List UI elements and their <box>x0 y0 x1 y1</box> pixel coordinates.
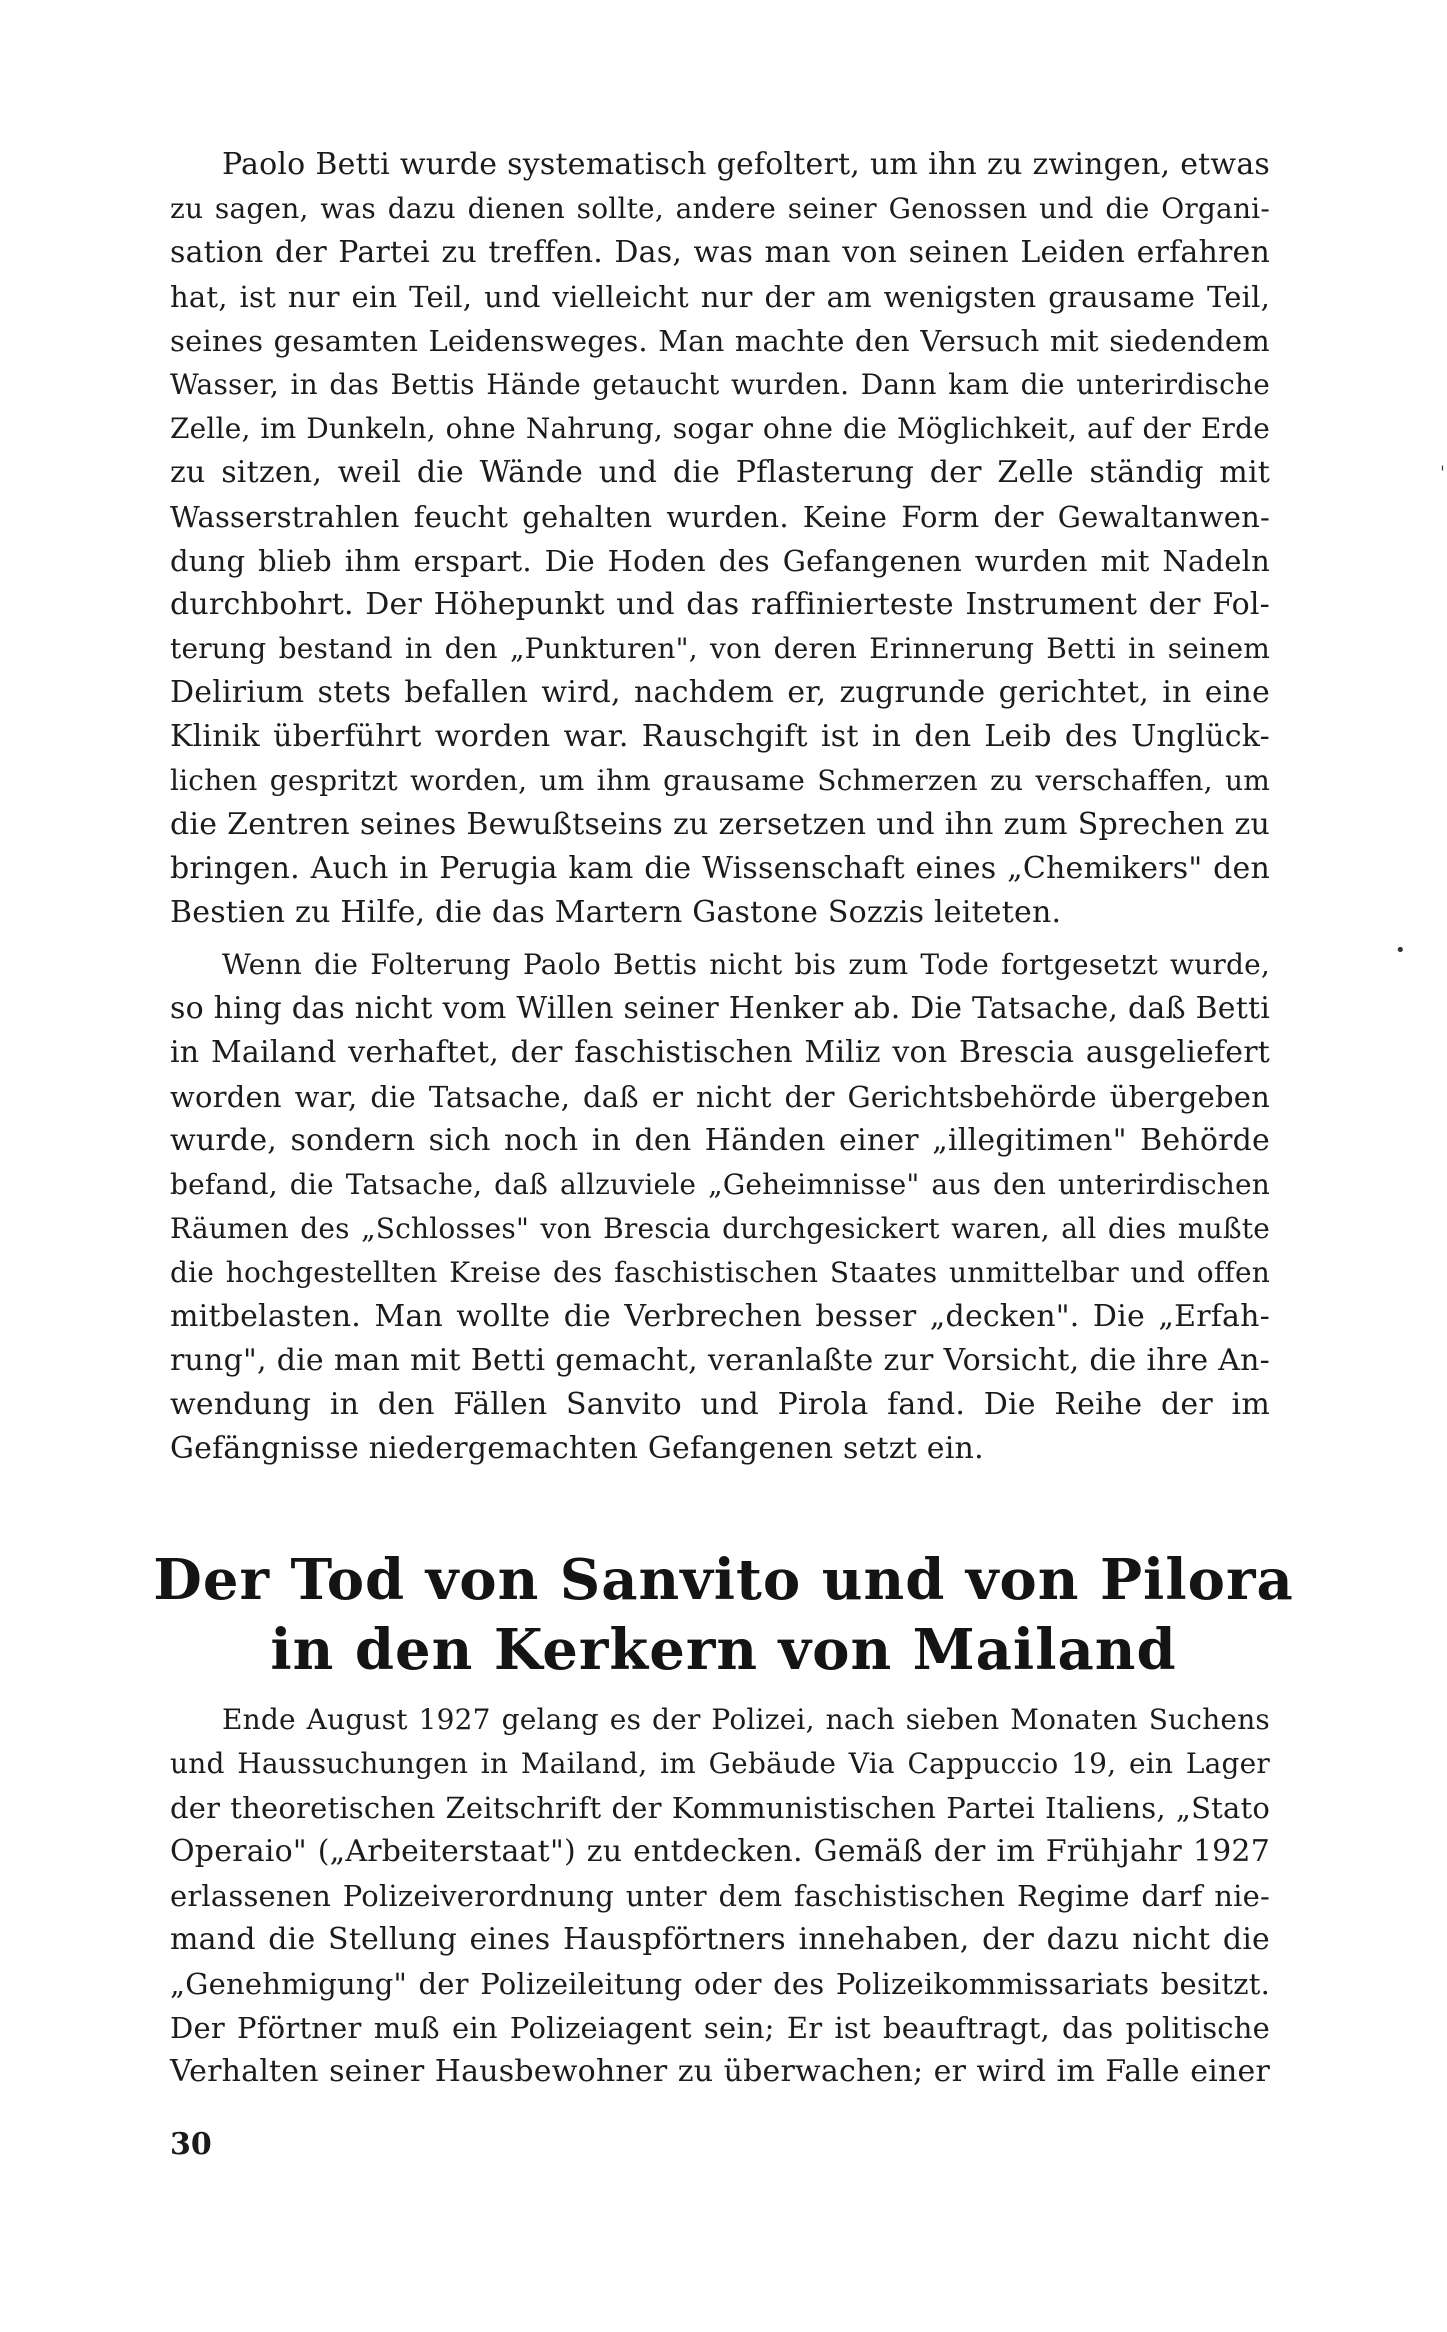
text-line: Der Pförtner muß ein Polizeiagent sein; Er ist beauftragt, das politische <box>170 2011 1270 2045</box>
text-line: Paolo Betti wurde systematisch gefoltert, um ihn zu zwingen, etwas <box>222 147 1270 182</box>
text-line: Bestien zu Hilfe, die das Martern Gastone Sozzis leiteten. <box>170 895 1062 930</box>
text-line: der theoretischen Zeitschrift der Kommunistischen Partei Italiens, „Stato <box>170 1791 1270 1825</box>
text-line: wendung in den Fällen Sanvito und Pirola fand. Die Reihe der im <box>170 1387 1270 1422</box>
page-number: 30 <box>170 2127 212 2162</box>
text-line: Ende August 1927 gelang es der Polizei, nach sieben Monaten Suchens <box>222 1703 1270 1736</box>
text-line: mand die Stellung eines Hauspförtners innehaben, der dazu nicht die <box>170 1922 1270 1957</box>
text-line: terung bestand in den „Punkturen", von deren Erinnerung Betti in seinem <box>170 632 1270 665</box>
text-line: Operaio" („Arbeiterstaat") zu entdecken. Gemäß der im Frühjahr 1927 <box>170 1834 1270 1869</box>
text-line: durchbohrt. Der Höhepunkt und das raffinierteste Instrument der Fol- <box>170 587 1270 622</box>
text-line: zu sitzen, weil die Wände und die Pflasterung der Zelle ständig mit <box>170 455 1270 490</box>
text-line: in Mailand verhaftet, der faschistischen Miliz von Brescia ausgeliefert <box>170 1035 1270 1070</box>
text-line: worden war, die Tatsache, daß er nicht der Gerichtsbehörde übergeben <box>170 1080 1270 1114</box>
text-line: Wasser, in das Bettis Hände getaucht wurden. Dann kam die unterirdische <box>170 368 1270 401</box>
text-line: erlassenen Polizeiverordnung unter dem faschistischen Regime darf nie- <box>170 1879 1270 1913</box>
text-line: und Haussuchungen in Mailand, im Gebäude Via Cappuccio 19, ein Lager <box>170 1747 1270 1780</box>
text-line: dung blieb ihm erspart. Die Hoden des Gefangenen wurden mit Nadeln <box>170 544 1270 578</box>
margin-speck: ˈ <box>1440 463 1445 484</box>
text-line: Verhalten seiner Hausbewohner zu überwachen; er wird im Falle einer <box>170 2054 1270 2089</box>
text-line: lichen gespritzt worden, um ihm grausame Schmerzen zu verschaffen, um <box>170 764 1270 797</box>
text-line: Wasserstrahlen feucht gehalten wurden. Keine Form der Gewaltanwen- <box>170 500 1270 534</box>
text-line: seines gesamten Leidensweges. Man machte den Versuch mit siedendem <box>170 324 1270 358</box>
text-line: Zelle, im Dunkeln, ohne Nahrung, sogar ohne die Möglichkeit, auf der Erde <box>170 412 1270 445</box>
text-line: bringen. Auch in Perugia kam die Wissenschaft eines „Chemikers" den <box>170 851 1270 886</box>
section-heading-line-2: in den Kerkern von Mailand <box>270 1617 1177 1683</box>
text-line: befand, die Tatsache, daß allzuviele „Geheimnisse" aus den unterirdischen <box>170 1168 1270 1201</box>
section-heading-line-1: Der Tod von Sanvito und von Pilora <box>153 1547 1294 1613</box>
text-line: rung", die man mit Betti gemacht, veranlaßte zur Vorsicht, die ihre An- <box>170 1343 1270 1378</box>
text-line: Wenn die Folterung Paolo Bettis nicht bis zum Tode fortgesetzt wurde, <box>222 948 1270 981</box>
text-line: hat, ist nur ein Teil, und vielleicht nur der am wenigsten grausame Teil, <box>170 280 1270 314</box>
text-line: so hing das nicht vom Willen seiner Henker ab. Die Tatsache, daß Betti <box>170 991 1270 1026</box>
text-line: mitbelasten. Man wollte die Verbrechen besser „decken". Die „Erfah- <box>170 1299 1270 1334</box>
text-line: die Zentren seines Bewußtseins zu zersetzen und ihn zum Sprechen zu <box>170 807 1270 842</box>
text-line: Räumen des „Schlosses" von Brescia durchgesickert waren, all dies mußte <box>170 1212 1270 1245</box>
text-line: Delirium stets befallen wird, nachdem er, zugrunde gerichtet, in eine <box>170 675 1270 710</box>
text-line: sation der Partei zu treffen. Das, was man von seinen Leiden erfahren <box>170 235 1270 270</box>
text-line: Klinik überführt worden war. Rauschgift ist in den Leib des Unglück- <box>170 719 1270 754</box>
text-line: die hochgestellten Kreise des faschistischen Staates unmittelbar und offen <box>170 1256 1270 1289</box>
margin-speck: • <box>1395 940 1406 961</box>
text-line: zu sagen, was dazu dienen sollte, andere seiner Genossen und die Organi- <box>170 192 1270 225</box>
text-line: Gefängnisse niedergemachten Gefangenen setzt ein. <box>170 1431 984 1466</box>
text-line: wurde, sondern sich noch in den Händen einer „illegitimen" Behörde <box>170 1123 1270 1158</box>
text-line: „Genehmigung" der Polizeileitung oder des Polizeikommissariats besitzt. <box>170 1967 1270 2001</box>
